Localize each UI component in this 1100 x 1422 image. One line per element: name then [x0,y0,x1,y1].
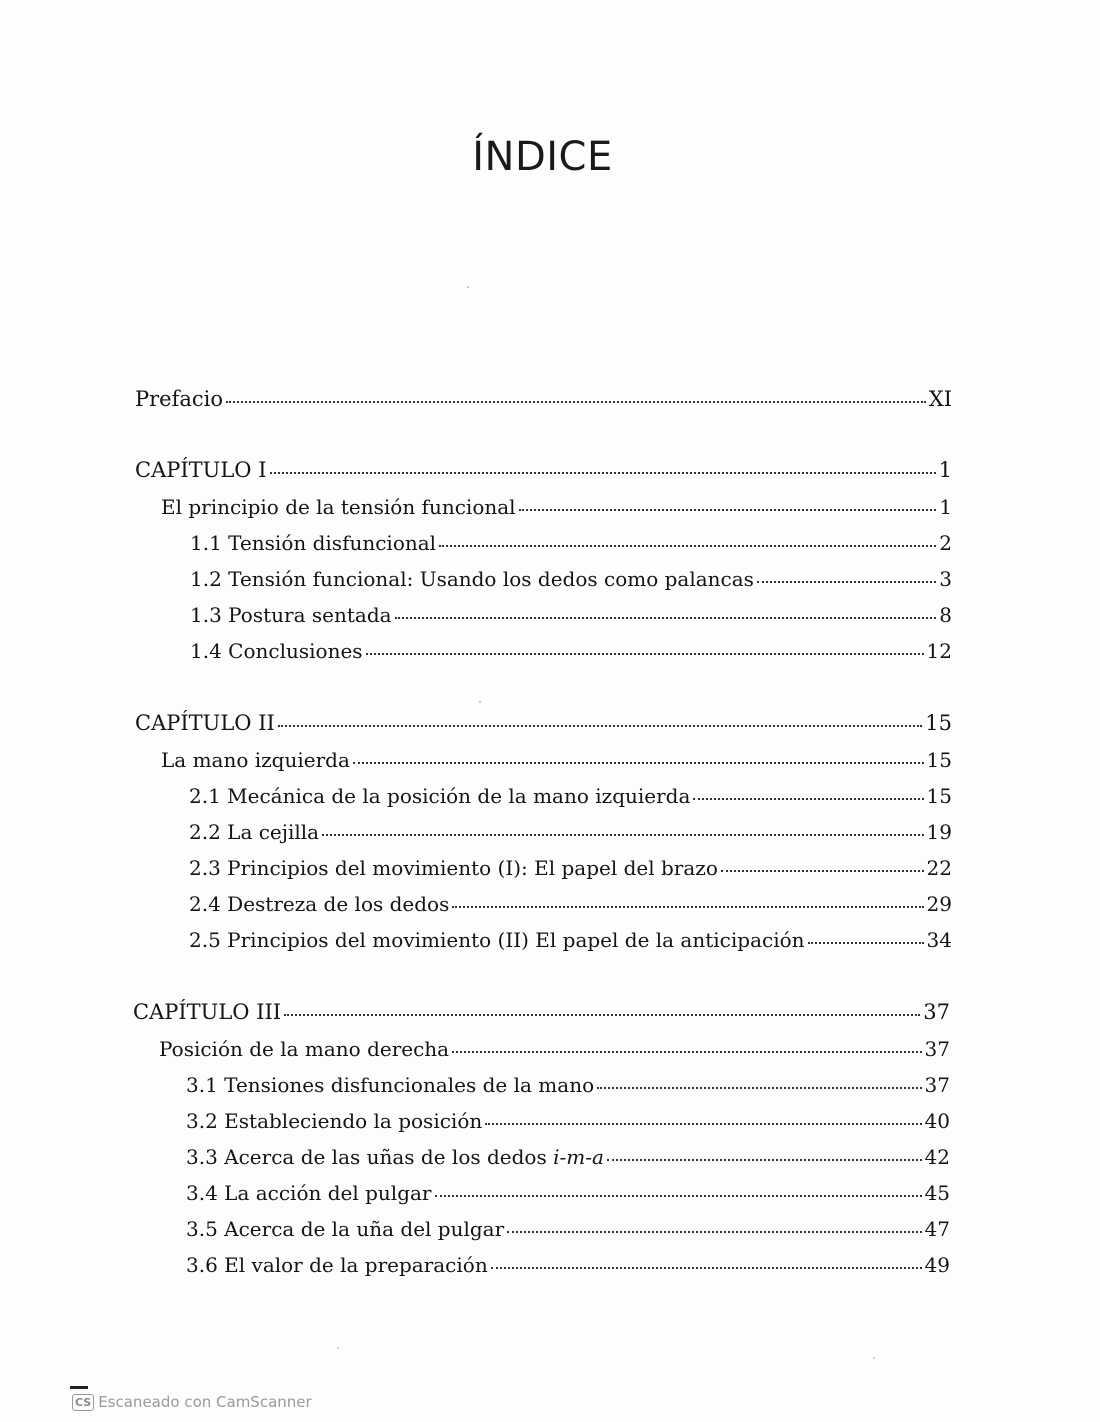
toc-entry-page: 15 [926,748,952,772]
dot-leader [452,1036,921,1056]
toc-entry-capitulo-1[interactable] [135,457,952,483]
toc-entry-title: CAPÍTULO II [135,711,275,735]
dot-leader [491,1252,922,1272]
watermark-text: Escaneado con CamScanner [98,1393,312,1411]
toc-entry-title: CAPÍTULO III [133,1000,282,1024]
toc-entry-1-2[interactable] [190,566,952,592]
toc-entry-page: 45 [924,1181,950,1205]
dot-leader [597,1072,921,1092]
dot-leader [757,566,936,586]
toc-entry-page: 19 [926,820,952,844]
toc-entry-title: 2.5 Principios del movimiento (II) El papel de la anticipación [189,928,805,952]
toc-entry-page: 29 [926,892,952,916]
toc-entry-1-1[interactable] [190,530,952,556]
dot-leader [435,1180,922,1200]
dot-leader [322,819,923,839]
dot-leader [519,494,937,514]
toc-entry-title: 3.4 La acción del pulgar [186,1181,432,1205]
toc-entry-page: 37 [924,1073,950,1097]
toc-entry-page: 22 [926,856,952,880]
toc-entry-3-5[interactable] [186,1216,950,1242]
dot-leader [485,1108,921,1128]
scan-speck [337,1347,339,1349]
dot-leader [395,602,937,622]
toc-entry-title: 1.4 Conclusiones [190,639,363,663]
toc-entry-3-2[interactable] [186,1108,950,1134]
toc-entry-capitulo-2[interactable] [135,710,952,736]
toc-entry-page: 37 [924,1037,950,1061]
dot-leader [284,999,920,1019]
toc-entry-2-1[interactable] [189,783,952,809]
dot-leader [808,927,924,947]
toc-entry-page: 8 [939,603,952,627]
toc-entry-section-3[interactable] [159,1036,950,1062]
toc-entry-capitulo-3[interactable] [133,999,950,1025]
toc-entry-title: 2.4 Destreza de los dedos [189,892,450,916]
toc-entry-title: 1.1 Tensión disfuncional [190,531,437,555]
toc-entry-3-1[interactable] [186,1072,950,1098]
scan-speck [467,286,469,288]
toc-entry-title: 2.2 La cejilla [189,820,320,844]
toc-entry-page: 42 [924,1145,950,1169]
dot-leader [226,386,926,406]
page-title: ÍNDICE [472,134,613,180]
toc-entry-section-1[interactable] [161,494,952,520]
toc-entry-title: 3.2 Estableciendo la posición [186,1109,483,1133]
toc-entry-title: 2.1 Mecánica de la posición de la mano izquierda [189,784,691,808]
toc-entry-page: 2 [939,531,952,555]
toc-entry-title: La mano izquierda [161,748,350,772]
toc-entry-page: 34 [926,928,952,952]
toc-entry-page: 1 [939,495,952,519]
dot-leader [353,747,924,767]
toc-entry-3-3[interactable] [186,1144,950,1170]
toc-entry-2-2[interactable] [189,819,952,845]
toc-entry-title: 3.1 Tensiones disfuncionales de la mano [186,1073,595,1097]
toc-entry-page: 3 [939,567,952,591]
toc-entry-page: 15 [926,784,952,808]
toc-entry-title: 3.5 Acerca de la uña del pulgar [186,1217,505,1241]
dot-leader [721,855,924,875]
dot-leader [439,530,936,550]
scan-speck [873,1357,875,1359]
dot-leader [452,891,923,911]
italic-text: i-m-a [553,1145,604,1169]
toc-entry-title: Prefacio [135,387,224,411]
toc-entry-title: El principio de la tensión funcional [161,495,516,519]
dot-leader [366,638,924,658]
toc-entry-page: 1 [938,458,952,482]
dot-leader [270,457,936,477]
camscanner-logo-icon: CS [72,1394,94,1411]
toc-entry-2-5[interactable] [189,927,952,953]
scan-speck [479,701,481,703]
toc-entry-3-6[interactable] [186,1252,950,1278]
dot-leader [278,710,922,730]
toc-entry-title: 3.6 El valor de la preparación [186,1253,488,1277]
toc-entry-2-4[interactable] [189,891,952,917]
toc-entry-title: 1.2 Tensión funcional: Usando los dedos como palancas [190,567,754,591]
toc-entry-title: 1.3 Postura sentada [190,603,392,627]
toc-entry-1-4[interactable] [190,638,952,664]
toc-entry-page: 47 [924,1217,950,1241]
toc-entry-title: 3.3 Acerca de las uñas de los dedos i-m-a [186,1145,604,1169]
dot-leader [693,783,923,803]
toc-entry-title: 2.3 Principios del movimiento (I): El papel del brazo [189,856,718,880]
toc-entry-title: CAPÍTULO I [135,458,267,482]
toc-entry-page: 40 [924,1109,950,1133]
toc-entry-page: XI [928,387,952,411]
toc-entry-3-4[interactable] [186,1180,950,1206]
toc-entry-prefacio[interactable] [135,386,952,412]
toc-entry-page: 49 [924,1253,950,1277]
toc-entry-page: 12 [926,639,952,663]
toc-entry-2-3[interactable] [189,855,952,881]
toc-entry-title: Posición de la mano derecha [159,1037,450,1061]
camscanner-watermark [72,1393,312,1411]
dot-leader [507,1216,921,1236]
toc-entry-page: 15 [925,711,952,735]
scan-edge-mark [70,1386,88,1389]
toc-entry-page: 37 [923,1000,950,1024]
dot-leader [607,1144,922,1164]
toc-entry-section-2[interactable] [161,747,952,773]
toc-entry-1-3[interactable] [190,602,952,628]
